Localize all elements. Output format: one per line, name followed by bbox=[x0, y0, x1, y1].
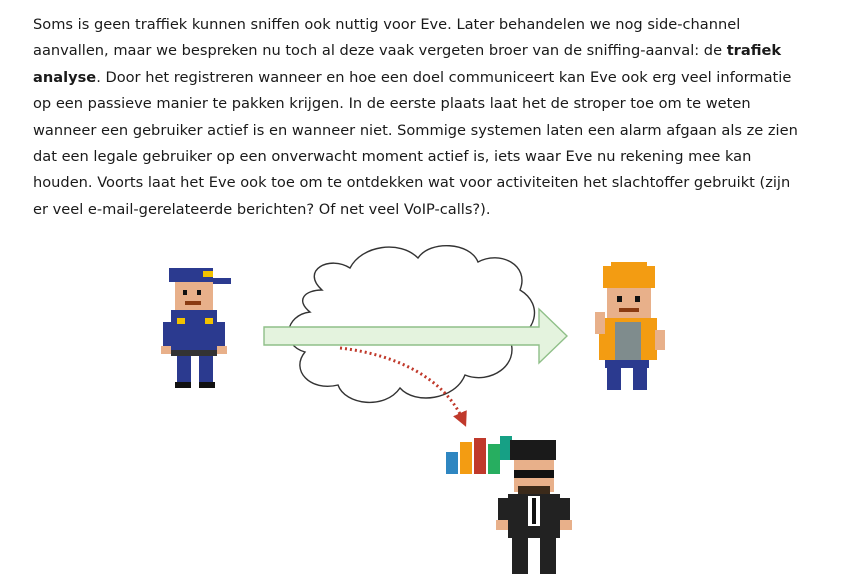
eve-character bbox=[496, 440, 572, 574]
paragraph-text-start: Soms is geen traffiek kunnen sniffen ook nuttig voor Eve. Later behandelen we nog side-channel aanvallen, maar we bespreken nu toch al deze vaak vergeten broer van de sniffing-aanval: de bbox=[33, 16, 741, 60]
worker-character bbox=[595, 262, 665, 390]
network-cloud bbox=[289, 246, 535, 403]
paragraph-text-end: . Door het registreren wanneer en hoe een doel communiceert kan Eve ook erg veel informatie op een passieve manier te pakken krijgen. In de eerste plaats laat het de stroper toe om te weten wanneer een gebruiker actief is en wanneer niet. Sommige systemen laten een alarm afgaan als ze zien dat een legale gebruiker op een onverwacht moment actief is, iets waar Eve nu rekening mee kan houden. Voorts laat het Eve ook toe om te ontdekken wat voor activiteiten het slachtoffer gebruikt (zijn er veel e-mail-gerelateerde berichten? Of net veel VoIP-calls?). bbox=[33, 68, 798, 218]
term-traffic-analysis: trafiek analyse bbox=[33, 42, 782, 86]
police-character bbox=[161, 268, 231, 388]
activity-bars-icon bbox=[446, 436, 512, 474]
